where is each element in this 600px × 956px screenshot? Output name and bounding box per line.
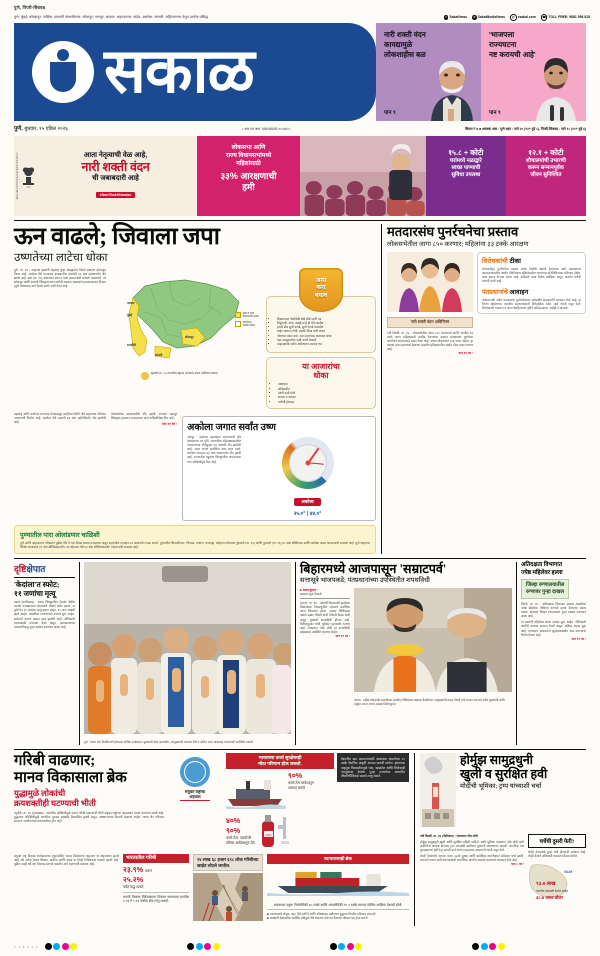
legend-item-1	[235, 321, 259, 328]
dot-black	[187, 943, 194, 950]
teaser-modi-headline: नारी शक्ती वंदन कायद्यामुळे लोकशाहीस बळ	[384, 29, 426, 59]
poverty-body-2: संयुक्त राष्ट्र विकास कार्यक्रमाच्या (यूएनडीपी) 'मानव विकासाचा अहवाल' या अहवालात म्हटले आहे, की अनेक देशांत शिक्षण, आरोग्य आणि उत्पन्न या तिन्ही निर्देशांकांत घसरण झाली आहे. पुढील काही वर्षे जग विकास दराच्या बाबतीत मागे राहण्याची शक्यता आहे.	[14, 853, 119, 867]
dot-yellow	[213, 943, 220, 950]
divider	[300, 598, 350, 599]
social-facebook[interactable]: f SakalNews	[445, 15, 468, 20]
gauge-body: नागपूर : उन्हाच्या महाराष्ट्रात तापमानाची नोंद देशभराच्या पट होते. राज्यातील संकेतस्थळावरील तापमानाच्या नोंदीनुसार ४४ अंशांची नोंद झालेली आहे. आज जगात सर्वाधिक उष्ण शहर ठरले. अकोला तापमान ४४ अंश साध्यापर्यंत नोंद झाली आहे. राज्यातील बहुतांश जिल्ह्यांतील तापमानाचा पारा चाळिशीपुढे गेला आहे.	[187, 434, 241, 464]
risk-item: • त्वचेची होरपळ	[278, 400, 371, 404]
photo2-caption: पाटणा : राष्ट्रीय लोकशाही आघाडीच्या (एनडीए) विधिमंडळ पक्षाच्या बैठकीनंतर उपमुख्यमंत्री सम्राट चौधरी यांचे स्वागत करताना नवीन मुख्यमंत्री आणि संयुक्त जनता दलाचे अध्यक्ष नितीशकुमार.	[354, 698, 505, 706]
divider	[14, 577, 75, 578]
energy-stat-1-text: कच्चे तेल परदेशातून आयात करावे	[288, 780, 314, 790]
top-info-strip	[0, 11, 600, 23]
pune-note-body: पुणे आणि अहमदनगर परिसरात पुढील तीन ते चार दिवस तापमान वाढणार असून शहरातील तापमान ४० अंशांपर्यंत जाऊ शकते. पुण्यातील शिवाजीनगर, चिंचवड, पाषाण, मगरपट्टा, लोहगाव परिसरात बुधवारी (ता. १५) आणि गुरुवारी (ता. १६) ४० अंश सेल्सिअस आणि त्यापेक्षा जास्त तापमानाची शक्यता आहे. पुणे शहराच्या विविध भागांमध्ये ४१ अंश सेल्सिअसपर्यंत, तर लोहगाव येथे ४२ अंश सेल्सिअसपर्यंत तापमानाची शक्यता आहे.	[20, 540, 370, 550]
masthead-title: सकाळ	[104, 37, 254, 106]
pune-note-title: पुण्यातील पारा ओलांडणार चाळिशी	[20, 531, 100, 539]
poverty-pit-illustration	[193, 873, 263, 921]
bihar-headline[interactable]: बिहारमध्ये आजपासून 'सम्राटपर्व'	[300, 562, 447, 577]
samrat-nitish-photo	[354, 588, 512, 692]
phone-icon: ☎	[542, 15, 547, 19]
illus-caption: नारी शक्ती वंदन अधिनियम	[387, 317, 473, 328]
dot-yellow	[355, 943, 362, 950]
crime-tag: जिल्हा रुग्णालयातील रुग्णावर गुन्हा दाखल	[521, 579, 569, 599]
advice-item: • गॉगलचा वापर करा, गळ वाटल्यास आरामात थांबा	[277, 334, 371, 338]
gauge-hub	[305, 460, 310, 465]
lead-headline[interactable]: ऊन वाढले; जिवाला जपा	[14, 223, 220, 250]
promo-reservation-line2: ३३% आरक्षणाची हमी	[220, 170, 277, 192]
un-logo-icon	[180, 757, 210, 787]
promo-band	[14, 136, 586, 216]
map-caption: बुधवारी (ता. १५) राज्यातील बहुतांश भागामध्ये अंदाज दर्शविणारा नकाशा	[151, 371, 218, 375]
second-round-box-body: दोन्ही नेत्यांमध्ये पुन्हा चर्चा होण्याची शक्यता आहे. दोन्ही देशांचे अधिकारी लवकरच बैठक घेतील.	[528, 849, 586, 859]
svg-text:भारतीय आखाती देशांत आहेत.: भारतीय आखाती देशांत आहेत.	[536, 889, 569, 894]
advice-item: • निंबूपाणी, ताक, लस्सी-पन्हे ही पेये घ्यावीत	[277, 321, 371, 325]
facebook-icon: f	[445, 15, 447, 19]
divider	[123, 892, 189, 893]
crime-body: पिंपरी, ता. १४ : अतिदक्षता विभागात दाखल असलेल्या ज्येष्ठ महिलेवर तेथीलच रुग्णाने हल्ला केल्याचा प्रकार घडला. याबाबत जिल्हा रुग्णालयात गुन्हा दाखल करण्यात आला आहे.	[521, 601, 586, 619]
maharashtra-map	[111, 268, 261, 376]
fertilizer-note-box: देशातील खत उत्पादनासाठी आवश्यक असलेल्या ८५ टक्के नैसर्गिक वायूची आयात करावी लागेल. इंधनाच्या वाहतूक विस्कळीतमुळे भाव, खाद्यतेल आणि विजेवरही त्यामुळच्या देशांना पुन्हा तत्परतेवर आधारित वीजनिर्मितीकडे वळावे लागू शकते.	[337, 753, 409, 782]
hormuz-jump[interactable]: पान ८ वर ›	[511, 862, 524, 867]
risk-box	[266, 357, 376, 409]
poverty-headline-1[interactable]: गरिबी वाढणार;	[14, 752, 96, 769]
main-news-area	[14, 220, 586, 555]
teaser-rahul[interactable]	[481, 23, 586, 121]
dot-magenta	[489, 943, 496, 950]
shield-graphic	[299, 268, 343, 312]
gauge-city-tag	[244, 490, 371, 517]
women-assembly-photo	[300, 136, 426, 216]
gauge-box	[182, 416, 376, 521]
social-website[interactable]: @ esakal.com	[511, 15, 536, 20]
gulf-map-illustration	[528, 861, 586, 901]
svg-text:पालघर: पालघर	[127, 300, 135, 305]
opposition-title: विरोधकांची टीका	[482, 257, 521, 265]
promo-line1: आता नेतृत्वाची वेळ आहे,	[83, 150, 148, 159]
poverty-sub-2: क्रयशक्तीही घटण्याची भीती	[14, 798, 96, 808]
globe-icon: @	[511, 15, 515, 19]
dateline-left: पुणे, बुधवार, १५ एप्रिल २०२६	[14, 125, 68, 132]
teaser-modi-page: पान ९	[384, 109, 396, 116]
right-headline[interactable]: मतदारसंघ पुनर्रचनेचा प्रस्ताव	[387, 223, 519, 239]
cmyk-dots-3	[330, 943, 363, 950]
un-underline	[180, 800, 210, 802]
gulf-label: Gulf	[564, 869, 572, 875]
poverty-stat-2-suffix: पर्यंत वाढू शकते	[123, 884, 144, 889]
crime-jump[interactable]: पान ११ वर ›	[571, 636, 586, 641]
cmyk-dots-1	[45, 943, 78, 950]
risk-list	[271, 382, 371, 403]
advice-item: • उन्हाळ्याची त्वरीत आरोग्याचा उपचार घ्या	[277, 342, 371, 346]
social-links[interactable]	[444, 14, 590, 21]
poverty-stat-1: २३.९%	[123, 864, 144, 874]
lpg-cylinder-tap-illustration	[259, 811, 293, 851]
risk-title: या आजारांचा धोका	[302, 361, 340, 381]
svg-text:LPG: LPG	[265, 832, 272, 837]
dot-cyan	[196, 943, 203, 950]
svg-text:भारत: भारत	[26, 186, 31, 189]
dot-cyan	[481, 943, 488, 950]
poverty-body: न्यूयॉर्क, ता. १४ (वृत्तसंस्था) : जागतिक अस्थिरतेमुळे जगात गरिबी वाढण्याची भीती संयुक्त राष्ट्रांच्या अहवालात व्यक्त करण्यात आली आहे. युद्धजन्य परिस्थितीमुळे जागतिक पुरवठा साखळी विस्कळित झाली असून, अन्नधान्याच्या किमती वाढल्या आहेत. त्याचा थेट परिणाम सामान्य नागरिकांच्या क्रयशक्तीवर होत आहे.	[14, 810, 164, 824]
refinery-illustration	[420, 753, 456, 827]
pm-appeal-title: पंतप्रधानांचे आवाहन	[482, 288, 529, 296]
hormuz-headline-1[interactable]: होर्मुझ सामुद्रधुनी	[460, 752, 533, 767]
right-body: नवी दिल्ली, ता. १४ : लोकसभेतील जागा ८५० करण्याचा आणि त्यातील ३३ टक्के जागा महिलांसाठी राखीव ठेवण्याचा प्रस्ताव मतदारसंघ पुनर्रचना आयोगाने सरकारकडे सादर केला आहे. सध्या लोकसभेत ५४३ जागा आहेत. हा प्रस्ताव मान्य झाल्यास देशाच्या संसदीय इतिहासातील सर्वांत मोठा बदल ठरणार आहे.	[387, 330, 473, 351]
container-ship-illustration	[267, 866, 409, 896]
section-three	[14, 749, 586, 926]
toll-free[interactable]: ☎ TOLL FREE: 9881 598 815	[542, 15, 590, 20]
rni-number: • आर.एन.आय. MAHMAR-१५५४/६५.	[242, 126, 291, 131]
opposition-box	[477, 252, 586, 315]
edition-label: पुणे, पिंपरी-चिंचवड	[14, 5, 46, 10]
teaser-rahul-page: पान ९	[489, 109, 501, 116]
promo-reservation-line1: लोकसभा आणि राज्य विधानसभांमध्ये महिलांसाठी	[225, 144, 272, 168]
promo-nari-shakti	[14, 136, 197, 216]
advice-item: • चहा उपयुक्ततेचा कमी करणे टाळावे	[277, 338, 371, 342]
trade-bullet-1: ■ चालनामध्ये तांदूळ, चहा, हिरे-दागिने आणि औषधांसह उद्योगांवर युद्धाचा विपरीत परिणाम संभवतो	[267, 912, 376, 917]
temperature-gauge	[282, 437, 334, 489]
dot-magenta	[347, 943, 354, 950]
gauge-city: अकोला	[294, 498, 321, 506]
dot-black	[472, 943, 479, 950]
energy-stat-3: ९०%	[226, 825, 241, 835]
poverty-stat-1-suffix: वरून	[145, 868, 152, 873]
drishtikshepat-label: दृष्टिक्षेपात	[14, 564, 46, 575]
legend-swatch-white	[235, 321, 241, 327]
risk-item: • अतिसारीत	[278, 387, 371, 391]
trade-body: भारताच्या एकूण निर्यातीपैकी ७५ टक्के आणि आयातीपैकी २०.९ टक्के व्यापार पश्चिम आशिया देशांशी होतो.	[273, 902, 403, 907]
masthead-brand	[14, 23, 376, 121]
poverty-mid-stat: २४ लाख ६८ हजार ६९८ लोक गरिबीच्या खाईत लोटले जातील.	[193, 854, 263, 871]
hormuz-byline: नवी दिल्ली, ता. १४ (पीटीआय) : पंतप्रधान नरेंद्र मोदी	[420, 833, 478, 838]
shield-badge	[299, 268, 343, 312]
legend-label-0: उष्ण व दमट हवामानाचा इशारा	[242, 311, 259, 319]
right-subhead: लोकसभेतील जागा ८५० करणार; महिलांना ३३ टक्के आरक्षण	[387, 240, 529, 248]
x-twitter-icon: X	[473, 15, 476, 19]
risk-item: • थकवा व चक्कर	[278, 395, 371, 399]
oil-tanker-illustration	[226, 771, 286, 809]
poverty-sub-1: युद्धामुळे लोकांची	[14, 788, 66, 798]
sakal-logo-icon	[32, 41, 94, 103]
svg-text:९३.७ लाख: ९३.७ लाख	[536, 881, 556, 888]
svg-text:मुंबई: मुंबई	[127, 312, 132, 317]
section-two	[14, 558, 586, 745]
price-pages: किंमत ₹ ७ ■ आजचा अंक : पुणे शहर : पाने २० (१२+ टूडे ८), पिंपरी-चिंचवड : पाने १८ (१२+ टूडे ६)	[465, 126, 586, 131]
dot-black	[45, 943, 52, 950]
blast-body: बस्तर (छत्तीसगड) : बस्तर जिल्ह्यातील 'केदांत' येथील फटाके कारखान्यात मंगळवारी भीषण स्फोट झाला. या दुर्घटनेत ११ जणांचा मृत्यू झाला असून, १२ जण जखमी झाले आहेत. जखमींवर रुग्णालयात उपचार सुरू आहेत. स्फोटाचे कारण अद्याप स्पष्ट झालेले नाही. पोलिसांनी घटनास्थळी पंचनामा केला असून, कारखान्याच्या मालकाविरुद्ध गुन्हा दाखल करण्यात आला आहे.	[14, 600, 75, 629]
promo-stat-toilets	[506, 136, 586, 216]
hormuz-headline-2[interactable]: खुली व सुरक्षित हवी	[460, 766, 548, 781]
legend-label-1: उष्णतेच्या लाटेचा इशारा	[242, 320, 255, 328]
dot-magenta	[204, 943, 211, 950]
promo-stat-water-number: १५.८ + कोटी	[448, 147, 484, 157]
hormuz-body: होर्मुझ सामुद्रधुनी खुली आणि सुरक्षित राहिली पाहिजे, अशी भूमिका पंतप्रधान नरेंद्र मोदी यांनी अमेरिकेचे अध्यक्ष डोनाल्ड ट्रम्प यांच्याशी झालेल्या दूरध्वनी संभाषणात मांडली. जागतिक तेल पुरवठ्याच्या दृष्टीने हा सागरी मार्ग अत्यंत महत्त्वाचा असल्याचे त्यांनी नमूद केले.	[420, 839, 524, 853]
un-report-label: संयुक्त राष्ट्रांचा अहवाल	[184, 788, 206, 799]
legend-swatch-yellow	[235, 312, 241, 318]
promo-photo	[300, 136, 426, 216]
lead-subhead: उष्णतेच्या लाटेचा धोका	[14, 251, 108, 264]
women-illustration	[387, 252, 473, 312]
right-column	[381, 224, 586, 555]
crime-kicker: अतिदक्षता विभागात ज्येष्ठ महिलेवर हल्ला	[521, 562, 563, 576]
cm-temple-visit-photo	[84, 562, 291, 734]
cmyk-dots-2	[187, 943, 220, 950]
promo-stat-water-text: घरांमध्ये नळाद्वारे स्वच्छ पाण्याची सुविधा उपलब्ध	[449, 157, 482, 178]
right-jump[interactable]: पान ११ वर ›	[458, 351, 473, 356]
cmyk-dots-4	[472, 943, 505, 950]
energy-banner: भारताच्या ऊर्जा सुरक्षेवरही मोठा परिणाम होऊ शकतो.	[226, 753, 334, 769]
gauge-title: अकोला जगात सर्वांत उष्ण	[187, 421, 276, 433]
dateline-row	[14, 124, 586, 132]
risk-item: • पाणी कमी होणे	[278, 391, 371, 395]
social-twitter[interactable]: X SakalMediaNews	[473, 15, 505, 20]
trade-bullet-2: ■ आखाती देशांमधील आर्थिक मंदीमुळे तेथे भारतात येणाऱ्या पैशाच्या ओघात घट होऊ शकते	[267, 916, 368, 921]
svg-text:रत्नागिरी: रत्नागिरी	[127, 342, 137, 347]
lead-jump[interactable]: पान ११ वर ›	[161, 422, 177, 427]
photo1-caption: पुणे : देशात रोज नियमितपणे होणाऱ्या धार्मिक कार्यक्रमात मुख्यमंत्री देवेंद्र फडणवीस, उपमुख्यमंत्री एकनाथ शिंदे व अजित पवार यांच्यासह मान्यवरांनी उपस्थिती लावली.	[84, 740, 254, 745]
lead-column	[14, 224, 381, 555]
bihar-jump[interactable]: पान ११ वर ›	[335, 633, 350, 638]
energy-stat-23-text: कच्चे तेल, एलपीजी परिसर आशियातून येते.	[226, 835, 256, 845]
promo-reservation	[197, 136, 300, 216]
india-poverty-title: भारतातील गरिबी	[123, 854, 189, 863]
lead-body-1: पुणे, ता. १४ : उन्हाच्या झळांनी महाराष्ट्र पुन्हा असह्मनाच विदर्भ अक्षरशः होरपळून निघत आहे. अकोला येथे पाऱ्याच्या इंगळ्यातील उच्चांकी ४४ अंश साध्यापर्यंत नोंद झाली आहे. उद्या (ता. १५) कोकणात उष्ण व दमट हवामानाची शक्यता असल्याने, तर सोलापूर आणि सांगली जिल्ह्यात उष्ण लाटेची शक्यता असल्याने हवामानशास्त्र विभाग (पुणे वेधशाळा) याने येल्लो अलर्ट जारी केला आहे.	[14, 267, 106, 288]
hormuz-body-2: दोन्ही नेत्यांमध्ये व्यापार करार, ऊर्जा सुरक्षा आणि प्रादेशिक शांततेबाबत सविस्तर चर्चा झाली. भारताने तणाव कमी करण्यासाठी राजनैतिक मार्गाचा अवलंब करण्याचे आवाहन केले आहे.	[420, 854, 524, 863]
hormuz-subhead: मोदींची भूमिका; ट्रम्प यांच्याशी चर्चा	[460, 782, 542, 790]
promo-stat-toilets-text: शौचालयांची उभारणी करून सन्मानपूर्वक जीवन सुनिश्चित	[525, 157, 566, 178]
gauge-temps: २५.०° | ४४.०°	[293, 510, 322, 517]
lead-body-2: महाराष्ट्र आणि कर्नाटक राज्याला नेत्रदाखवून कांहीच्या दिशेने नोंद सहाराच्या परिणाम वाचल्याची निर्माण आहे. अकोला येथे उन्हाची ४४ अंश सावित्रीपर्यंत नोंद झालेली आहे.	[14, 411, 106, 425]
promo-line2: नारी शक्ती वंदन	[81, 159, 150, 174]
dot-yellow	[498, 943, 505, 950]
promo-code: MAHMAR/2020/19/3081/02627	[16, 151, 19, 200]
masthead	[14, 23, 586, 121]
dot-cyan	[338, 943, 345, 950]
second-round-box-title: चर्चेची दुसरी फेरी?	[528, 834, 586, 848]
advice-item: • बाहेर जाताना टोपी, स्कार्फ किंवा छत्री वापरा	[277, 329, 371, 333]
energy-stat-2: ४०%	[226, 815, 241, 825]
cities-line: पुणे: मुंबई: कोल्हापूर: नाशिक: छत्रपती संभाजीनगर: सोलापूर: नागपूर: सातारा: अहमदनगर: नांदेड: अकोला: सांगली: अहिल्यानगर येथून दररोज प्रसिद्ध	[14, 14, 209, 19]
dot-black	[330, 943, 337, 950]
energy-stat-1: ९०%	[288, 770, 303, 780]
registration-bar	[0, 943, 600, 950]
teaser-rahul-headline: 'भाजपला राज्यघटना नष्ट करायची आहे'	[489, 29, 536, 59]
promo-stat-toilets-number: १२.१ + कोटी	[528, 147, 564, 157]
blast-headline: 'केदांला'त स्फोट; ११ जणांचा मृत्यू	[14, 580, 60, 599]
promo-hashtag: #NariShaktiVandan	[96, 192, 136, 198]
svg-text:३८.७ अब्ज डॉलर: ३८.७ अब्ज डॉलर	[536, 895, 563, 901]
crime-body2: या प्रकरणी महिलेवर सध्या उपचार सुरू आहेत. पोलिसांनी आरोपी रुग्णास ताब्यात घेतले असून, अधिक तपास सुरू आहे. रुग्णालय प्रशासनाने सुरक्षाव्यवस्थेत वाढ करण्याचा निर्णय घेतला आहे.	[521, 620, 586, 637]
promo-line3: ची जबाबदारी आहे	[92, 173, 139, 182]
shield-title: असा करा बचाव	[314, 276, 328, 299]
svg-text:सांगली: सांगली	[155, 352, 163, 357]
sun-icon	[141, 372, 149, 380]
map-legend	[235, 312, 259, 330]
dot-cyan	[53, 943, 60, 950]
bihar-subhead: सत्तासूत्रे भाजपकडे; पंतप्रधानांच्या उपस्थितीत शपथविधी	[300, 577, 430, 585]
legend-item-0	[235, 312, 259, 319]
advice-list	[271, 317, 371, 347]
pm-appeal-body: पंतप्रधानांनी नवीन मतदारसंघ पुनर्रचनेबाबत सर्वपक्षीय सहकार्याचे आवाहन केले आहे. हा निर्णय महिलांच्या राजकीय सहभागासाठी ऐतिहासिक ठरेल, असे त्यांनी नमूद केले. विरोधकांनी घाबरून न जाता देशहिताच्या दृष्टीने पाठिंबा द्यावा, असेही ते म्हणाले.	[482, 297, 581, 311]
divider	[267, 909, 409, 910]
poverty-headline-2[interactable]: मानव विकासाला ब्रेक	[14, 769, 127, 786]
ashoka-emblem-icon	[22, 163, 35, 189]
risk-item: • उष्माघात	[278, 382, 371, 386]
teaser-modi[interactable]	[376, 23, 481, 121]
promo-text-block	[38, 151, 197, 201]
bihar-body: पाटणा, ता. १४ : गतवर्षी बिहारमध्ये झालेल्या विधानसभा निवडणुकीत भाजपने सर्वाधिक जागा जिंकल्या होत्या. भाजप विधिमंडळ पक्षाने सम्राट चौधरी यांची नेतेपदी निवड केली असून, बुधवारी शपथविधी होणार आहे. नितीशकुमार यांची भूमिका महत्त्वाची ठरणार आहे. पंतप्रधान नरेंद्र मोदी या शपथविधी सोहळ्यास उपस्थित राहणार आहेत.	[300, 601, 350, 634]
dot-magenta	[62, 943, 69, 950]
opposition-body: लोकसभेतून पुनर्रचनेचा प्रस्ताव अनेक विरोधी पक्षांनी फेटाळला आहे. प्रस्तावाच्या अंमलबजावणीस आक्षेप नोंदविताना दक्षिणेकडील राज्यांच्या प्रतिनिधित्वावर परिणाम होईल, असा इशारा देण्यात आला आहे. काँग्रेसने याला विरोध दर्शविला असून, संसदेत चर्चेची मागणी केली आहे.	[482, 266, 581, 283]
trade-banner: व्यापारालाही ब्रेक	[267, 854, 409, 864]
registration-numbers: १ २ ३ ४ ५ ६	[14, 944, 39, 949]
poverty-note: मानवी विकास निर्देशांकाचा विकास भारताच्या प्रगतीस ०.०३ ते ०.९२ वर्षांचा ब्रेक लागू शकतो.	[123, 894, 189, 904]
poverty-stat-2: २५.२%	[123, 874, 144, 884]
promo-stat-water	[426, 136, 506, 216]
dot-yellow	[70, 943, 77, 950]
lead-body-3: वेधशाळेच्या सावधानतेची नोंद झाली. राज्यात महापूर जिल्ह्यांत हवामान तापमानाचा पारा चाळिशीपेक्षा निघ आहे.	[111, 411, 177, 421]
svg-text:सोलापूर: सोलापूर	[185, 334, 194, 339]
advice-item: • हलके सैल सुती कपडे, सुती कपडे घालावेत	[277, 325, 371, 329]
pune-note-box	[14, 525, 376, 554]
advice-item: • दिवसभरात वेळोवेळी थोडे थोडे पाणी प्या	[277, 317, 371, 321]
bihar-byline: ■ राजन कुमार : सकाळ न्यूज नेटवर्क	[300, 588, 322, 597]
